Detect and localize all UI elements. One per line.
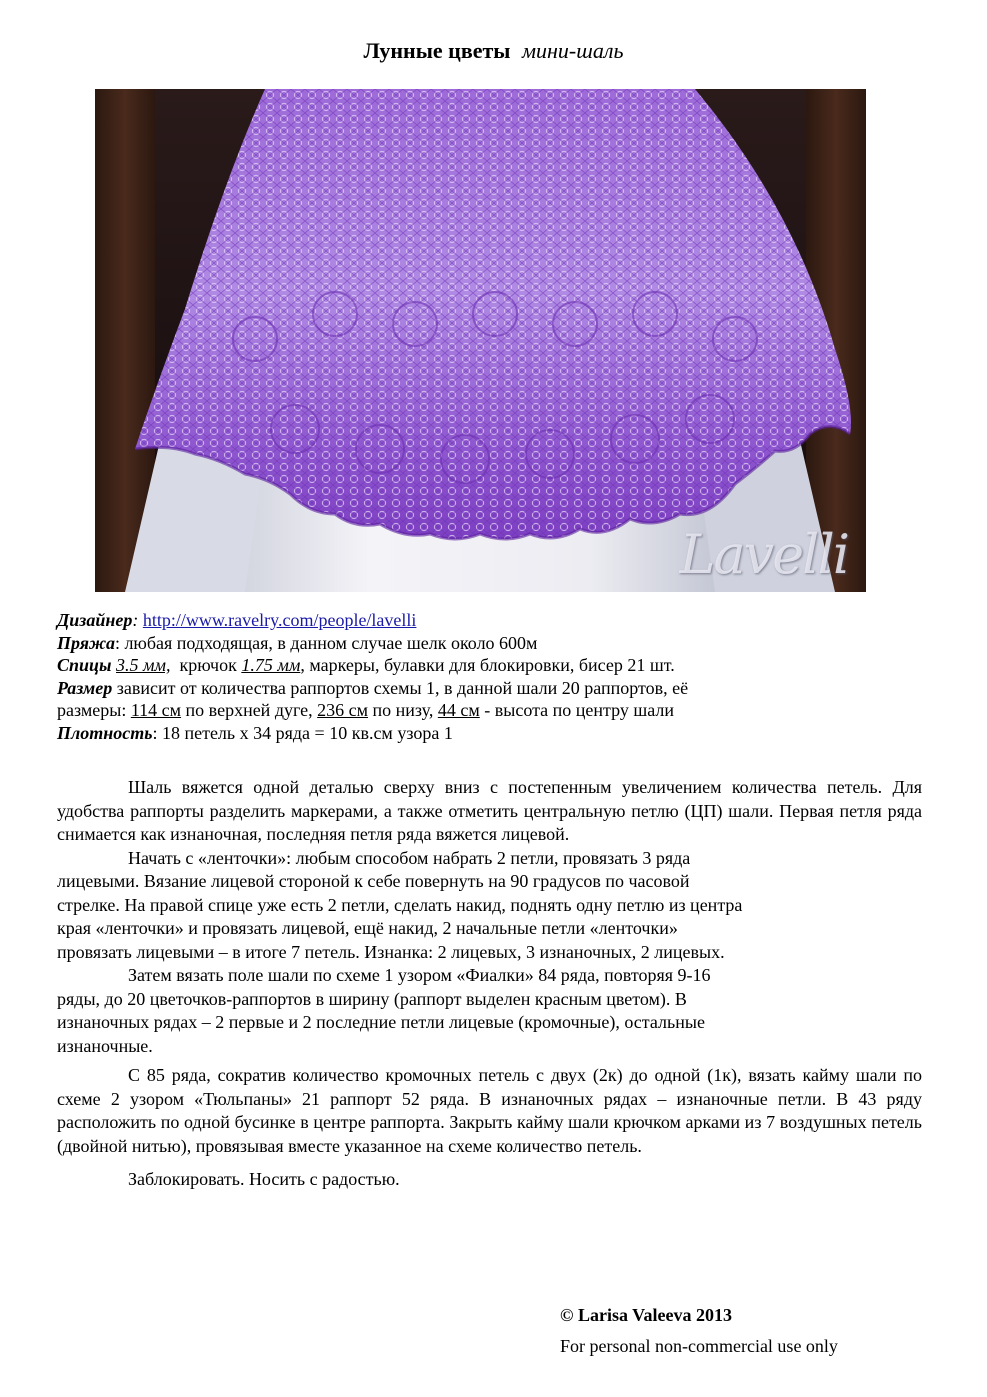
- gauge-text: : 18 петель х 34 ряда = 10 кв.см узора 1: [152, 722, 453, 743]
- pattern-details: [57, 609, 937, 744]
- p3-line-3: изнаночных рядах – 2 первые и 2 последние петли лицевые (кромочные), остальные: [57, 1012, 705, 1032]
- instructions-paragraph-5: Заблокировать. Носить с радостью.: [128, 1169, 400, 1189]
- needles-line: [57, 654, 937, 677]
- title-main: Лунные цветы: [363, 38, 511, 63]
- gauge-label: Плотность: [57, 722, 153, 743]
- needles-rest: , маркеры, булавки для блокировки, бисер 21 шт.: [300, 655, 675, 675]
- p2-line-2: лицевыми. Вязание лицевой стороной к себе повернуть на 90 градусов по часовой: [57, 871, 690, 891]
- size-line: [57, 677, 937, 700]
- dimension-height: 44 см: [437, 700, 480, 720]
- p2-line-4: края «ленточки» и провязать лицевой, ещё накид, 2 начальные петли «ленточки»: [57, 918, 678, 938]
- shawl-illustration: [95, 89, 866, 592]
- p2-line-5: провязать лицевыми – в итоге 7 петель. Изнанка: 2 лицевых, 3 изнаночных, 2 лицевых.: [57, 941, 725, 962]
- hook-size: 1.75 мм: [241, 655, 301, 675]
- shawl-photo: [95, 89, 866, 592]
- dimensions-prefix: размеры:: [57, 700, 131, 720]
- needles-size: 3.5 мм,: [116, 655, 171, 675]
- hook-label: крючок: [179, 655, 237, 675]
- copyright-author: © Larisa Valeeva 2013: [560, 1305, 732, 1325]
- instructions-paragraph-1: Шаль вяжется одной деталью сверху вниз с постепенным увеличением количества петель. Для удобства раппорты разделить маркерами, а также отметить центральную петлю (ЦП) шали. Первая петля ряда снимается как изнаночная, последняя петля ряда вяжется лицевой.: [57, 777, 922, 844]
- designer-line: Дизайнер: http://www.ravelry.com/people/lavelli: [57, 610, 417, 630]
- designer-link[interactable]: http://www.ravelry.com/people/lavelli: [142, 610, 417, 630]
- instructions-paragraph-2: [57, 847, 922, 965]
- instructions-paragraph-3: [57, 964, 922, 1058]
- dimension-height-label: - высота по центру шали: [479, 700, 675, 720]
- size-text: зависит от количества раппортов схемы 1, в данной шали 20 раппортов, её: [112, 677, 689, 698]
- yarn-line: [57, 632, 937, 655]
- p2-line-3: стрелке. На правой спице уже есть 2 петли, сделать накид, поднять одну петлю из центра: [57, 894, 743, 915]
- pattern-instructions: [57, 776, 922, 1192]
- needles-label: Спицы: [57, 655, 112, 675]
- yarn-label: Пряжа: [57, 632, 115, 653]
- photo-signature-watermark: Lavelli: [679, 523, 848, 586]
- p3-line-4: изнаночные.: [57, 1035, 153, 1056]
- p2-line-1: Начать с «ленточки»: любым способом набрать 2 петли, провязать 3 ряда: [128, 847, 691, 868]
- instructions-paragraph-4: С 85 ряда, сократив количество кромочных петель с двух (2к) до одной (1к), вязать кайму шали по схеме 2 узором «Тюльпаны» 21 раппорт 52 ряда. В изнаночных рядах – изнаночные петли. В 43 ряду расположить по одной бусинке в центре раппорта. Закрыть кайму шали крючком арками из 7 воздушных петель (двойной нитью), провязывая вместе указанное на схеме количество петель.: [57, 1065, 922, 1156]
- page-title: [0, 38, 987, 64]
- dimension-bottom: 236 см: [317, 700, 369, 720]
- dimension-top-arc: 114 см: [130, 700, 182, 720]
- copyright-block: [560, 1300, 838, 1362]
- dimension-top-arc-label: по верхней дуге,: [181, 700, 318, 720]
- size-label: Размер: [57, 677, 113, 698]
- copyright-usage: For personal non-commercial use only: [560, 1336, 838, 1356]
- designer-label: Дизайнер: [57, 610, 133, 630]
- p3-line-1: Затем вязать поле шали по схеме 1 узором «Фиалки» 84 ряда, повторяя 9-16: [128, 965, 711, 985]
- yarn-text: : любая подходящая, в данном случае шелк около 600м: [114, 632, 538, 653]
- dimensions-line: [57, 699, 937, 722]
- gauge-line: [57, 722, 937, 745]
- dimension-bottom-label: по низу,: [368, 700, 438, 720]
- p3-line-2: ряды, до 20 цветочков-раппортов в ширину (раппорт выделен красным цветом). В: [57, 988, 687, 1009]
- title-subtitle: мини-шаль: [521, 38, 624, 63]
